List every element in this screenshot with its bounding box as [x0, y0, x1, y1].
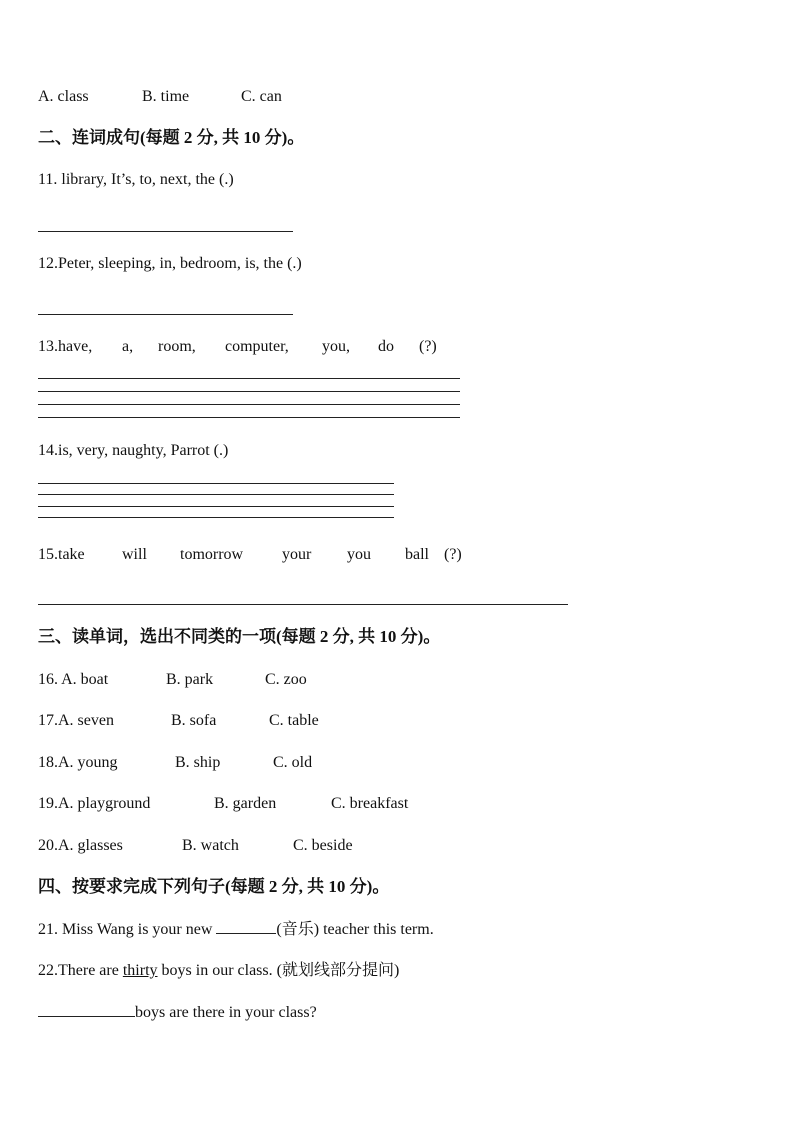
q21-answer-blank[interactable] — [216, 919, 276, 934]
q22-text-before: 22.There are — [38, 962, 123, 979]
q11-answer-line[interactable] — [38, 231, 293, 232]
q14-answer-line-2[interactable] — [38, 494, 394, 495]
q22-answer-text: boys are there in your class? — [135, 1004, 317, 1021]
q13-word: you, — [322, 338, 350, 355]
q15-word: will — [122, 546, 147, 563]
q16-option-b: B. park — [166, 671, 214, 688]
q17-row — [38, 711, 319, 731]
q18-option-c: C. old — [273, 754, 313, 771]
q10-option-c: C. can — [241, 88, 282, 105]
q19-option-b: B. garden — [214, 795, 277, 812]
q13-word: a, — [122, 338, 134, 355]
q18-row — [38, 753, 312, 773]
q10-options — [38, 87, 282, 107]
q21-text-after: (音乐) teacher this term. — [276, 921, 434, 938]
q18-option-b: B. ship — [175, 754, 221, 771]
q18-option-a: 18.A. young — [38, 754, 118, 771]
q22-answer — [38, 1002, 317, 1023]
q16-row — [38, 670, 307, 690]
q17-option-c: C. table — [269, 712, 319, 729]
q15-word: 15.take — [38, 546, 85, 563]
q13-word: do — [378, 338, 394, 355]
q14-answer-line-3[interactable] — [38, 506, 394, 507]
q13-word: 13.have, — [38, 338, 93, 355]
q19-option-a: 19.A. playground — [38, 795, 151, 812]
q20-option-a: 20.A. glasses — [38, 837, 123, 854]
q11-prompt: 11. library, It’s, to, next, the (.) — [38, 171, 234, 188]
section3-heading: 三、读单词，选出不同类的一项(每题 2 分, 共 10 分)。 — [38, 627, 441, 646]
q19-option-c: C. breakfast — [331, 795, 409, 812]
q13-word: room, — [158, 338, 196, 355]
q22-text-after: boys in our class. (就划线部分提问) — [157, 962, 400, 979]
q21-text-before: 21. Miss Wang is your new — [38, 921, 217, 938]
q12-answer-line[interactable] — [38, 314, 293, 315]
q20-option-b: B. watch — [182, 837, 239, 854]
q14-answer-line-4[interactable] — [38, 517, 394, 518]
q10-option-a: A. class — [38, 88, 89, 105]
q15-word: your — [282, 546, 312, 563]
q15-word: (?) — [444, 546, 462, 563]
q15-word: ball — [405, 546, 429, 563]
q13-answer-line-4[interactable] — [38, 417, 460, 418]
q12-prompt: 12.Peter, sleeping, in, bedroom, is, the (.) — [38, 255, 302, 272]
q22-underlined-word: thirty — [122, 962, 158, 979]
q20-option-c: C. beside — [293, 837, 353, 854]
q15-prompt — [38, 545, 462, 565]
q15-word: tomorrow — [180, 546, 244, 563]
q16-option-c: C. zoo — [265, 671, 307, 688]
q15-word: you — [347, 546, 371, 563]
q13-word: (?) — [419, 338, 437, 355]
q13-word: computer, — [225, 338, 289, 355]
q13-answer-line-1[interactable] — [38, 378, 460, 379]
q13-prompt — [38, 337, 437, 357]
q20-row — [38, 836, 353, 856]
section2-heading: 二、连词成句(每题 2 分, 共 10 分)。 — [38, 128, 305, 147]
q22-answer-blank[interactable] — [38, 1002, 135, 1017]
q17-option-a: 17.A. seven — [38, 712, 114, 729]
q19-row — [38, 794, 408, 814]
q22-prompt — [38, 961, 399, 981]
q14-prompt: 14.is, very, naughty, Parrot (.) — [38, 442, 229, 459]
q13-answer-line-2[interactable] — [38, 391, 460, 392]
q21-prompt — [38, 919, 434, 940]
q13-answer-line-3[interactable] — [38, 404, 460, 405]
q10-option-b: B. time — [142, 88, 190, 105]
q14-answer-line-1[interactable] — [38, 483, 394, 484]
q16-option-a: 16. A. boat — [38, 671, 109, 688]
section4-heading: 四、按要求完成下列句子(每题 2 分, 共 10 分)。 — [38, 877, 390, 896]
q15-answer-line[interactable] — [38, 604, 568, 605]
q17-option-b: B. sofa — [171, 712, 217, 729]
